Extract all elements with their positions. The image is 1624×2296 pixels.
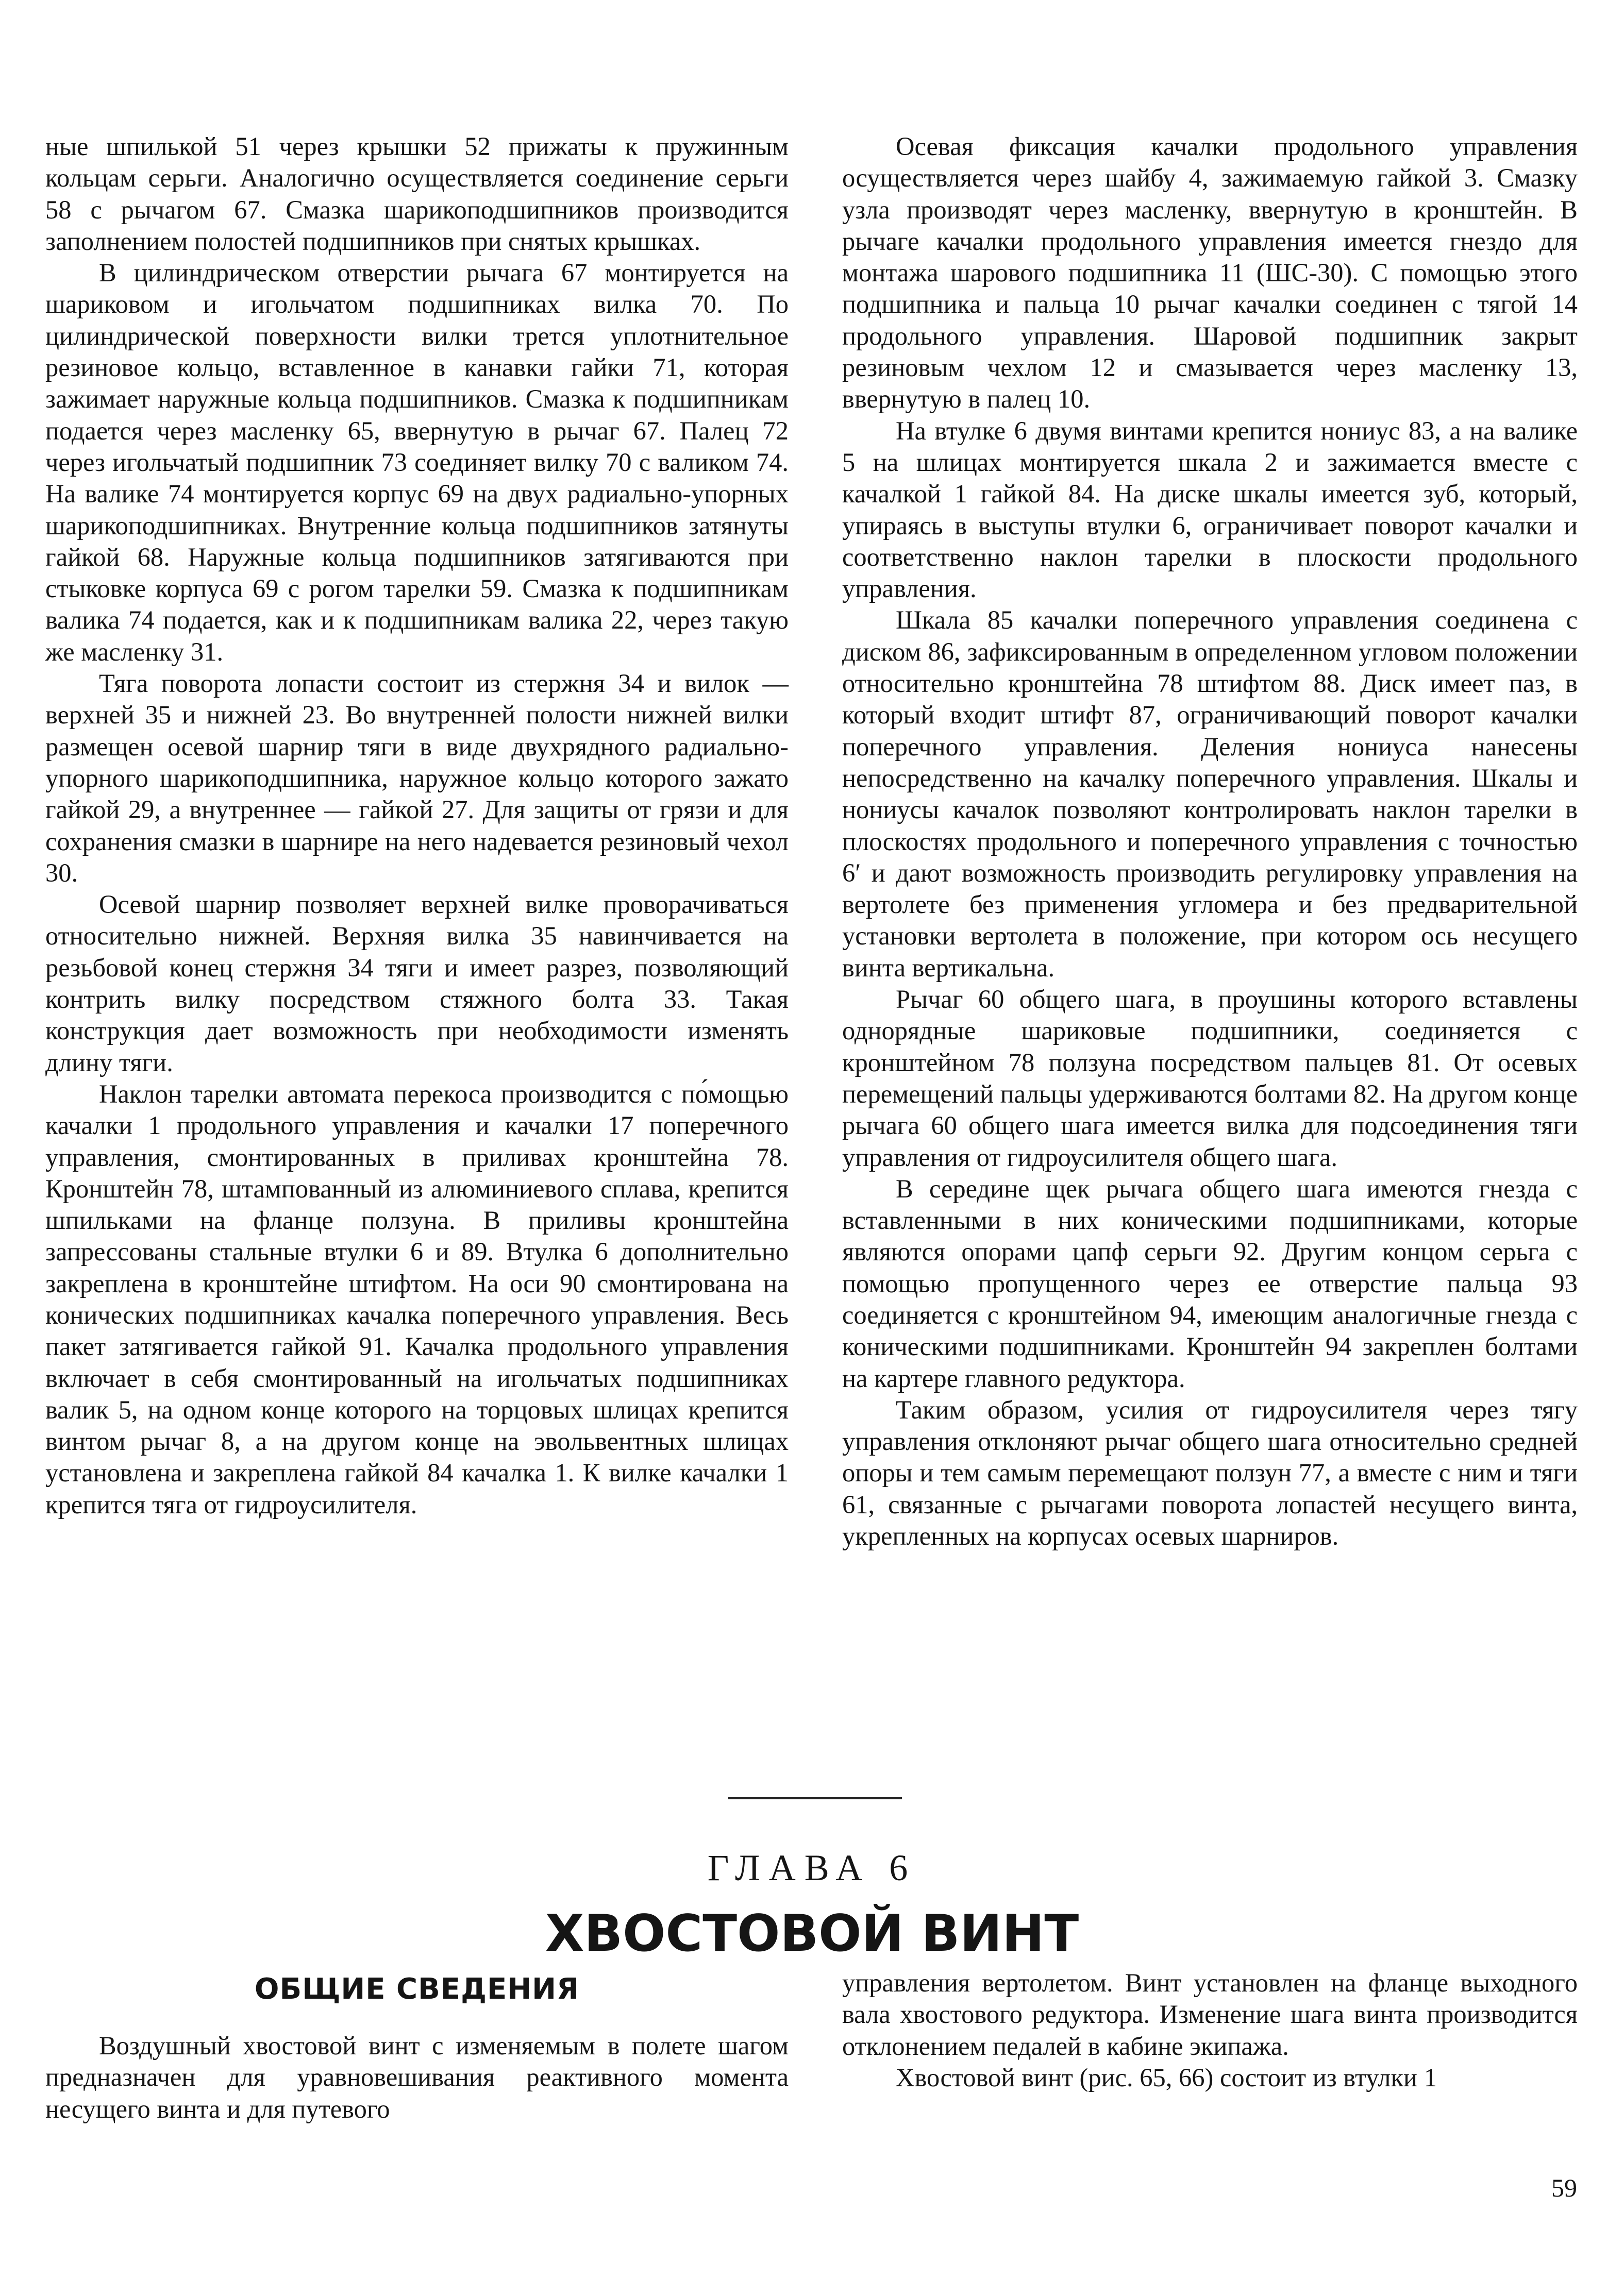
paragraph: В середине щек рычага общего шага имеются гнезда с вставленными в них коническими подшипниками, которые являются опорами цапф серьги 92. Другим концом серьга с помощью пропущенного через ее отверстие пальца 93 соединяется с кронштейном 94, имеющим аналогичные гнезда с коническими подшипниками. Кронштейн 94 закреплен болтами на картере главного редуктора. <box>842 1174 1578 1393</box>
paragraph: Рычаг 60 общего шага, в проушины которого вставлены однорядные шариковые подшипники, соединяется с кронштейном 78 ползуна посредством пальцев 81. От осевых перемещений пальцы удерживаются болтами 82. На другом конце рычага 60 общего шага имеется вилка для подсоединения тяги управления от гидроусилителя общего шага. <box>842 985 1578 1172</box>
paragraph: Таким образом, усилия от гидроусилителя через тягу управления отклоняют рычаг общего шага относительно средней опоры и тем самым перемещают ползун 77, а вместе с ним и тяги 61, связанные с рычагами поворота лопастей несущего винта, укрепленных на корпусах осевых шарниров. <box>842 1395 1578 1551</box>
paragraph: Осевой шарнир позволяет верхней вилке проворачиваться относительно нижней. Верхняя вилка 35 навинчивается на резьбовой конец стержня 34 тяги и имеет разрез, позволяющий контрить вилку посредством стяжного болта 33. Такая конструкция дает возможность при необходимости изменять длину тяги. <box>45 890 789 1077</box>
paragraph: Воздушный хвостовой винт с изменяемым в полете шагом предназначен для уравновешивания реактивного момента несущего винта и для путевого <box>45 2031 789 2123</box>
paragraph: Наклон тарелки автомата перекоса производится с по́мощью качалки 1 продольного управления и качалки 17 поперечного управления, смонтированных в приливах кронштейна 78. Кронштейн 78, штампованный из алюминиевого сплава, крепится шпильками на фланце ползуна. В приливы кронштейна запрессованы стальные втулки 6 и 89. Втулка 6 дополнительно закреплена в кронштейне штифтом. На оси 90 смонтирована на конических подшипниках качалка поперечного управления. Весь пакет затягивается гайкой 91. Качалка продольного управления включает в себя смонтированный на игольчатых подшипниках валик 5, на одном конце которого на торцовых шлицах крепится винтом рычаг 8, а на другом конце на эвольвентных шлицах установлена и закреплена гайкой 84 качалка 1. К вилке качалки 1 крепится тяга от гидроусилителя. <box>45 1079 789 1519</box>
section-left-column <box>45 2030 789 2125</box>
page-number: 59 <box>1551 2173 1577 2202</box>
paragraph: ные шпилькой 51 через крышки 52 прижаты к пружинным кольцам серьги. Аналогично осуществляется соединение серьги 58 с рычагом 67. Смазка шарикоподшипников производится заполнением полостей подшипников при снятых крышках. <box>45 132 789 256</box>
paragraph: На втулке 6 двумя винтами крепится нониус 83, а на валике 5 на шлицах монтируется шкала 2 и зажимается вместе с качалкой 1 гайкой 84. На диске шкалы имеется зуб, который, упираясь в выступы втулки 6, ограничивает поворот качалки и соответственно наклон тарелки в плоскости продольного управления. <box>842 416 1578 603</box>
paragraph: Хвостовой винт (рис. 65, 66) состоит из втулки 1 <box>896 2063 1437 2092</box>
paragraph: В цилиндрическом отверстии рычага 67 монтируется на шариковом и игольчатом подшипниках вилка 70. По цилиндрической поверхности вилки трется уплотнительное резиновое кольцо, вставленное в канавки гайки 71, которая зажимает наружные кольца подшипников. Смазка к подшипникам подается через масленку 65, ввернутую в рычаг 67. Палец 72 через игольчатый подшипник 73 соединяет вилку 70 с валиком 74. На валике 74 монтируется корпус 69 на двух радиально-упорных шарикоподшипниках. Внутренние кольца подшипников затянуты гайкой 68. Наружные кольца подшипников затягиваются при стыковке корпуса 69 с рогом тарелки 59. Смазка к подшипникам валика 74 подается, как и к подшипникам валика 22, через такую же масленку 31. <box>45 258 789 666</box>
paragraph: Тяга поворота лопасти состоит из стержня 34 и вилок — верхней 35 и нижней 23. Во внутренней полости нижней вилки размещен осевой шарнир тяги в виде двухрядного радиально-упорного шарикоподшипника, наружное кольцо которого зажато гайкой 29, а внутреннее — гайкой 27. Для защиты от грязи и для сохранения смазки в шарнире на него надевается резиновый чехол 30. <box>45 669 789 887</box>
paragraph: Осевая фиксация качалки продольного управления осуществляется через шайбу 4, зажимаемую гайкой 3. Смазку узла производят через масленку, ввернутую в кронштейн. В рычаге качалки продольного управления имеется гнездо для монтажа шарового подшипника 11 (ШС-30). С помощью этого подшипника и пальца 10 рычаг качалки соединен с тягой 14 продольного управления. Шаровой подшипник закрыт резиновым чехлом 12 и смазывается через масленку 13, ввернутую в палец 10. <box>842 132 1578 414</box>
right-text-column <box>842 131 1578 1552</box>
chapter-label: ГЛАВА 6 <box>707 1847 917 1888</box>
left-text-column <box>45 131 789 1521</box>
chapter-title: ХВОСТОВОЙ ВИНТ <box>545 1904 1079 1963</box>
paragraph: управления вертолетом. Винт установлен на фланце выходного вала хвостового редуктора. Изменение шага винта производится отклонением педалей в кабине экипажа. <box>842 1968 1578 2061</box>
section-right-column <box>842 1967 1578 2094</box>
section-heading: ОБЩИЕ СВЕДЕНИЯ <box>254 1972 580 2006</box>
paragraph: Шкала 85 качалки поперечного управления соединена с диском 86, зафиксированным в определенном угловом положении относительно кронштейна 78 штифтом 88. Диск имеет паз, в который входит штифт 87, ограничивающий поворот качалки поперечного управления. Деления нониуса нанесены непосредственно на качалку поперечного управления. Шкалы и нониусы качалок позволяют контролировать наклон тарелки в плоскостях продольного и поперечного управления с точностью 6′ и дают возможность производить регулировку управления на вертолете без применения угломера и без предварительной установки вертолета в положение, при котором ось несущего винта вертикальна. <box>842 605 1578 982</box>
section-divider <box>728 1797 902 1799</box>
